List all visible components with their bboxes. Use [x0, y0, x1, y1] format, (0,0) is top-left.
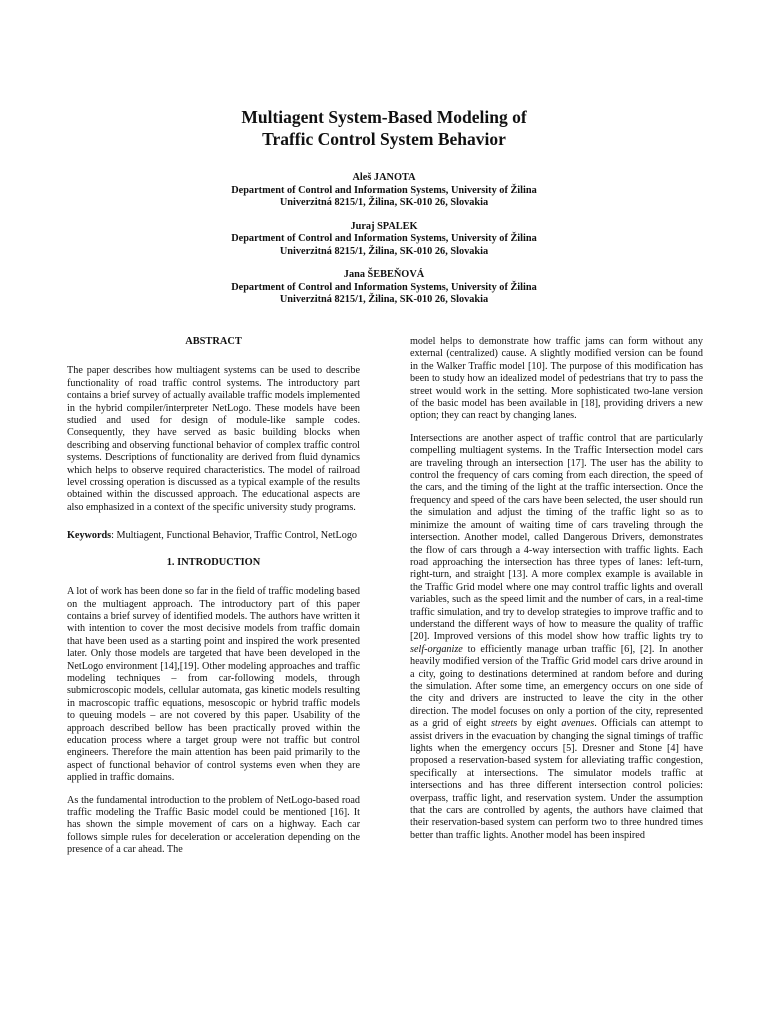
author-department: Department of Control and Information Systems, University of Žilina: [231, 233, 537, 244]
paper-title: [0, 106, 768, 150]
author-department: Department of Control and Information Systems, University of Žilina: [231, 184, 537, 196]
title-line-2: Traffic Control System Behavior: [262, 129, 506, 149]
author-block: [0, 221, 768, 259]
keywords-text: : Multiagent, Functional Behavior, Traffic Control, NetLogo: [111, 530, 358, 542]
author-name: Jana ŠEBEŇOVÁ: [343, 269, 425, 280]
emphasis-text: streets: [490, 718, 518, 730]
paragraph-text: by eight: [517, 718, 562, 730]
paragraph-text: to efficiently manage urban traffic [6], [2]. In another heavily modified version of the Traffic Grid model cars drive around in a city, going to destinations determined at random before and during the simulation. After some time, an emergency occurs on one side of the city and drivers are instructed to leave the city in the other direction. The model focuses on only a portion of the city, represented as a grid of eight: [410, 643, 703, 730]
paragraph-text: Intersections are another aspect of traffic control that are particularly compelling multiagent systems. In the Traffic Intersection model cars are traveling through an intersection [17]. The user has the ability to control the frequency of cars coming from each direction, the speed of the cars, and the timing of the light at the traffic intersection. Once the frequency and speed of the cars have been selected, the user should run the simulation and adjust the timing of the traffic light so as to minimize the amount of waiting time of cars traveling through the intersection. Another model, called Dangerous Drivers, demonstrates the flow of cars through a 4-way intersection with traffic lights. Each road approaching the intersection has three types of lanes: left-turn, right-turn, and straight [13]. A more complex example is available in the Traffic Grid model where one may control traffic lights and overall variables, such as the speed limit and the number of cars, in a real-time traffic simulation, and try to develop strategies to improve traffic and to understand the different ways of how to measure the quality of traffic [20]. Improved versions of this model show how traffic lights try to: [410, 432, 703, 643]
author-department: Department of Control and Information Systems, University of Žilina: [231, 281, 537, 293]
paragraph-text: . Officials can attempt to assist drivers in the evacuation by changing the signal timings of traffic lights when the emergency occurs [5]. Dresner and Stone [4] have proposed a reservation-based system for alleviating traffic congestion, specifically at intersections. The simulator models traffic at intersections and has three different intersection control policies: overpass, traffic light, and reservation system. Under the assumption that the cars are controlled by agents, the authors have claimed that their reservation-based system can perform two to three hundred times better than traffic lights. Another model has been inspired: [410, 718, 703, 841]
introduction-heading: 1. INTRODUCTION: [166, 556, 261, 568]
author-name: Aleš JANOTA: [352, 172, 416, 183]
emphasis-text: self-organize: [410, 643, 463, 655]
right-paragraph-1: model helps to demonstrate how traffic jams can form without any external (centralized) cause. A slightly modified version can be found in the Walker Traffic model [10]. The purpose of this modification has been to study how an idealized model of pedestrians that try to pass the street would work in the setting. More sophisticated two-lane version of the basic model has been available in [18], providing drivers a new option; they can react by changing lanes.: [410, 336, 703, 422]
keywords-label: Keywords: [67, 530, 112, 542]
introduction-paragraph-2: As the fundamental introduction to the problem of NetLogo-based road traffic modeling the Traffic Basic model could be mentioned [16]. It has shown the simple movement of cars on a highway. Each car follows simple rules for deceleration or acceleration depending on the presence of a car ahead. The: [67, 794, 360, 856]
introduction-paragraph-1: A lot of work has been done so far in the field of traffic modeling based on the multiagent approach. The introductory part of this paper contains a brief survey of identified models. The authors have written it with intention to cover the most decisive models from traffic domain that have been used as a starting point and inspired the work presented later. Only those models are targeted that have been developed in the NetLogo environment [14],[19]. Other modeling approaches and traffic modeling techniques – from car-following models, through submicroscopic models, cellular automata, gas kinetic models resulting in macroscopic traffic equations, mesoscopic or hybrid traffic models to queuing models – are not covered by this paper. Usability of the approach described bellow has been practically proved within the education process where a target group were not traffic but control engineers. Therefore the main attention has been paid primarily to the aspect of functional behavior of control systems even when they are applied in traffic domains.: [67, 586, 360, 784]
emphasis-text: avenues: [561, 718, 595, 730]
author-name: Juraj SPALEK: [350, 220, 418, 232]
author-address: Univerzitná 8215/1, Žilina, SK-010 26, Slovakia: [279, 245, 489, 257]
right-column: [410, 336, 703, 852]
keywords: [67, 530, 360, 542]
right-paragraph-2: [410, 433, 703, 842]
author-address: Univerzitná 8215/1, Žilina, SK-010 26, Slovakia: [279, 197, 489, 208]
title-line-1: Multiagent System-Based Modeling of: [241, 107, 527, 127]
abstract-text: The paper describes how multiagent systems can be used to describe functionality of road traffic control systems. The introductory part contains a brief survey of actually available traffic models implemented in the hybrid compiler/interpreter NetLogo. These models have been studied and used for design of module-like sample codes. Consequently, they have served as basic building blocks when describing and observing functional behavior of complex traffic control systems. Descriptions of functionality are derived from fluid dynamics which helps to observe required characteristics. The model of railroad level crossing operation is discussed as a typical example of the results obtained within the discussed approach. The educational aspects are also emphasized in a context of the specific university study programs.: [67, 365, 360, 513]
author-block: [0, 269, 768, 307]
author-list: [0, 172, 768, 318]
left-column: [67, 336, 360, 867]
author-address: Univerzitná 8215/1, Žilina, SK-010 26, Slovakia: [279, 294, 489, 305]
author-block: [0, 172, 768, 210]
abstract-heading: ABSTRACT: [185, 336, 242, 347]
